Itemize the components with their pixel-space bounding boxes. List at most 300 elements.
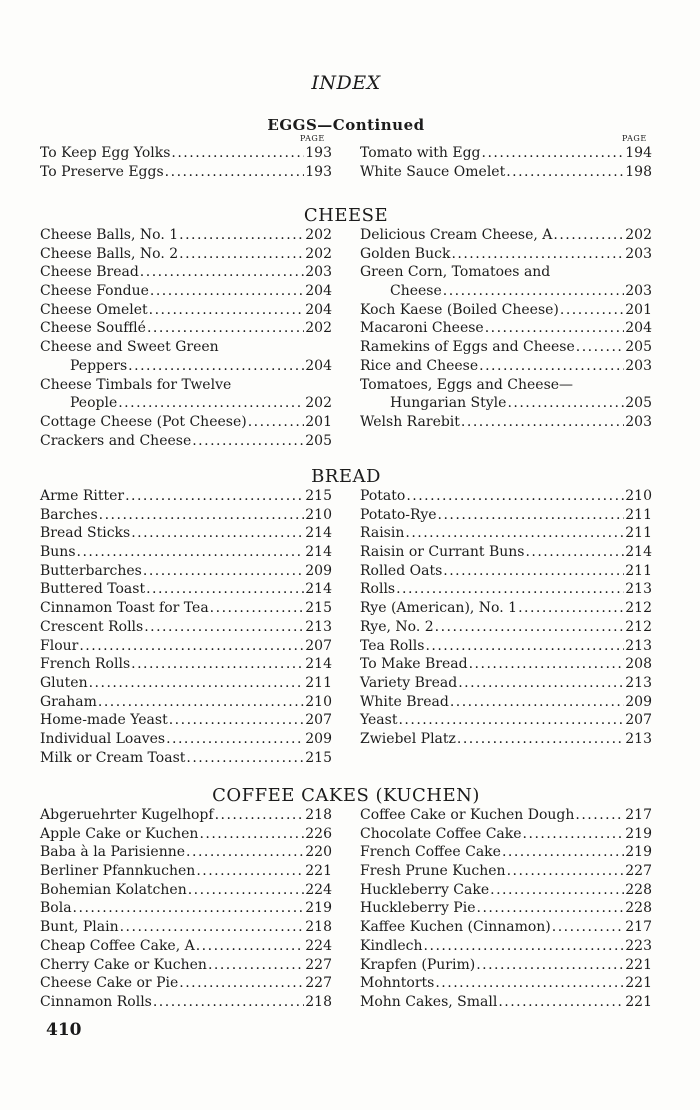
index-entry	[360, 144, 652, 163]
entry-label: Ramekins of Eggs and Cheese	[360, 339, 575, 356]
index-entry	[40, 282, 332, 301]
entry-label: Cheese and Sweet Green	[40, 339, 219, 356]
entry-label: Zwiebel Platz	[360, 730, 456, 747]
entry-page-number: 207	[305, 712, 332, 729]
index-entry	[360, 580, 652, 599]
index-entry	[360, 881, 652, 900]
entry-page-number: 205	[625, 339, 652, 356]
entry-page-number: 209	[305, 562, 332, 579]
dot-leader	[196, 937, 305, 956]
index-entry	[360, 711, 652, 730]
index-entry	[360, 674, 652, 693]
entry-label: Crackers and Cheese	[40, 432, 192, 449]
dot-leader	[131, 524, 304, 543]
dot-leader	[461, 413, 624, 432]
dot-leader	[502, 843, 624, 862]
entry-label: Bunt, Plain	[40, 919, 119, 936]
entry-page-number: 211	[625, 506, 652, 523]
index-entry	[360, 357, 652, 376]
entry-label: To Preserve Eggs	[40, 163, 164, 180]
index-entry	[360, 599, 652, 618]
index-entry	[360, 730, 652, 749]
dot-leader	[552, 918, 625, 937]
index-entry	[40, 637, 332, 656]
index-entry	[40, 655, 332, 674]
entry-label: Macaroni Cheese	[360, 320, 484, 337]
entry-page-number: 219	[625, 844, 652, 861]
dot-leader	[396, 580, 624, 599]
page-label-right: PAGE	[622, 134, 647, 143]
entry-page-number: 212	[625, 618, 652, 635]
dot-leader	[479, 357, 624, 376]
dot-leader	[469, 655, 625, 674]
index-entry	[360, 376, 652, 395]
dot-leader	[490, 881, 624, 900]
entry-label: Rolls	[360, 581, 396, 598]
index-entry	[360, 524, 652, 543]
dot-leader	[208, 956, 304, 975]
entry-page-number: 214	[305, 544, 332, 561]
dot-leader	[140, 263, 304, 282]
entry-page-number: 202	[305, 395, 332, 412]
entry-label: Tomato with Egg	[360, 145, 481, 161]
entry-page-number: 203	[625, 413, 652, 430]
entry-label: Cinnamon Rolls	[40, 993, 152, 1010]
entry-label: Barches	[40, 506, 98, 523]
entry-label: Cheese Timbals for Twelve	[40, 376, 232, 393]
index-entry	[40, 918, 332, 937]
dot-leader	[192, 432, 304, 451]
entry-page-number: 203	[625, 283, 652, 300]
entry-label: Variety Bread	[360, 674, 458, 691]
entry-label: Cottage Cheese (Pot Cheese)	[40, 413, 247, 430]
dot-leader	[485, 319, 625, 338]
dot-leader	[171, 144, 304, 163]
entry-label: Rye (American), No. 1	[360, 600, 518, 617]
dot-leader	[438, 506, 625, 525]
entry-label: Yeast	[360, 712, 398, 729]
entry-page-number: 215	[305, 749, 332, 766]
index-entry	[40, 937, 332, 956]
index-entry	[40, 245, 332, 264]
entry-label: Huckleberry Pie	[360, 900, 476, 917]
entry-page-number: 213	[305, 618, 332, 635]
dot-leader	[188, 881, 305, 900]
dot-leader	[98, 693, 304, 712]
index-entry	[360, 562, 652, 581]
index-entry	[360, 825, 652, 844]
index-entry	[40, 825, 332, 844]
entry-label: Cheap Coffee Cake, A	[40, 937, 195, 954]
entry-page-number: 203	[625, 245, 652, 262]
index-entry	[360, 956, 652, 975]
page-number: 410	[46, 1020, 82, 1040]
dot-leader	[443, 562, 624, 581]
index-entry	[40, 956, 332, 975]
entry-label: Cinnamon Toast for Tea	[40, 600, 209, 617]
index-entry	[360, 413, 652, 432]
entry-page-number: 228	[625, 900, 652, 917]
dot-leader	[131, 655, 304, 674]
dot-leader	[120, 918, 305, 937]
dot-leader	[165, 163, 305, 182]
entry-page-number: 214	[305, 581, 332, 598]
entry-page-number: 210	[625, 488, 652, 504]
entry-label: Cherry Cake or Kuchen	[40, 956, 207, 973]
dot-leader	[149, 301, 305, 320]
entry-page-number: 209	[305, 730, 332, 747]
index-entry	[40, 301, 332, 320]
entry-label: Koch Kaese (Boiled Cheese)	[360, 301, 559, 318]
entry-page-number: 203	[305, 264, 332, 281]
index-entry	[40, 618, 332, 637]
entry-label: Cheese Fondue	[40, 283, 149, 300]
entry-label: Raisin	[360, 525, 405, 542]
index-entry	[360, 618, 652, 637]
dot-leader	[215, 806, 305, 825]
entry-columns	[40, 144, 652, 181]
dot-leader	[406, 487, 624, 506]
entry-page-number: 217	[625, 919, 652, 936]
left-column	[40, 144, 332, 181]
index-entry	[40, 693, 332, 712]
index-entry	[40, 338, 332, 357]
dot-leader	[144, 618, 304, 637]
entry-page-number: 221	[625, 975, 652, 992]
entry-label: Arme Ritter	[40, 488, 125, 504]
entry-page-number: 205	[305, 432, 332, 449]
entry-label: Bread Sticks	[40, 525, 131, 542]
index-entry	[40, 599, 332, 618]
dot-leader	[498, 993, 624, 1012]
index-entry	[360, 163, 652, 182]
entry-label: Cheese Soufflé	[40, 320, 146, 337]
entry-label: Flour	[40, 637, 79, 654]
entry-label: Rye, No. 2	[360, 618, 434, 635]
entry-label: Buns	[40, 544, 76, 561]
dot-leader	[150, 282, 304, 301]
dot-leader	[458, 674, 624, 693]
entry-page-number: 198	[625, 163, 652, 180]
entry-page-number: 217	[625, 807, 652, 823]
entry-label: Chocolate Coffee Cake	[360, 825, 522, 842]
dot-leader	[576, 338, 625, 357]
entry-label: Cheese Bread	[40, 264, 139, 281]
index-entry	[360, 843, 652, 862]
entry-label: Welsh Rarebit	[360, 413, 460, 430]
entry-page-number: 213	[625, 637, 652, 654]
entry-page-number: 211	[625, 525, 652, 542]
entry-page-number: 219	[625, 825, 652, 842]
dot-leader	[507, 862, 625, 881]
entry-page-number: 212	[625, 600, 652, 617]
entry-page-number: 207	[305, 637, 332, 654]
index-entry	[40, 562, 332, 581]
right-column	[360, 487, 652, 767]
entry-label: Peppers	[70, 357, 128, 374]
dot-leader	[199, 825, 304, 844]
entry-label: Kindlech	[360, 937, 423, 954]
entry-page-number: 194	[625, 145, 652, 161]
entry-label: Coffee Cake or Kuchen Dough	[360, 807, 575, 823]
index-entry	[40, 263, 332, 282]
dot-leader	[425, 637, 624, 656]
entry-columns	[40, 487, 652, 767]
dot-leader	[450, 693, 624, 712]
index-entry	[40, 432, 332, 451]
index-entry	[360, 637, 652, 656]
entry-label: Tomatoes, Eggs and Cheese—	[360, 376, 574, 393]
dot-leader	[179, 245, 304, 264]
entry-page-number: 210	[305, 506, 332, 523]
entry-label: Butterbarches	[40, 562, 142, 579]
entry-page-number: 211	[305, 674, 332, 691]
index-entry	[40, 580, 332, 599]
entry-page-number: 202	[305, 227, 332, 243]
entry-page-number: 214	[305, 525, 332, 542]
entry-label: Raisin or Currant Buns	[360, 544, 525, 561]
left-column	[40, 487, 332, 767]
index-entry	[40, 674, 332, 693]
dot-leader	[560, 301, 624, 320]
index-entry	[360, 899, 652, 918]
index-entry	[360, 693, 652, 712]
index-entry	[40, 413, 332, 432]
index-entry	[360, 319, 652, 338]
index-entry	[40, 862, 332, 881]
entry-label: Abgeruehrter Kugelhopf	[40, 807, 214, 823]
dot-leader	[166, 730, 304, 749]
entry-page-number: 202	[305, 245, 332, 262]
entry-label: Rice and Cheese	[360, 357, 479, 374]
entry-label: French Coffee Cake	[360, 844, 501, 861]
entry-label: Buttered Toast	[40, 581, 146, 598]
entry-label: French Rolls	[40, 656, 131, 673]
entry-label: Cheese	[390, 283, 442, 300]
index-entry	[40, 357, 332, 376]
index-entry	[40, 974, 332, 993]
dot-leader	[518, 599, 624, 618]
index-entry	[360, 993, 652, 1012]
entry-page-number: 219	[305, 900, 332, 917]
dot-leader	[525, 543, 624, 562]
index-entry	[360, 226, 652, 245]
entry-page-number: 213	[625, 581, 652, 598]
index-entry	[360, 543, 652, 562]
entry-label: Crescent Rolls	[40, 618, 144, 635]
dot-leader	[153, 993, 304, 1012]
page-title: INDEX	[311, 72, 381, 94]
left-column	[40, 226, 332, 450]
right-column	[360, 144, 652, 181]
section-coffee-cakes	[40, 785, 652, 1012]
entry-label: To Keep Egg Yolks	[40, 145, 171, 161]
entry-page-number: 221	[305, 863, 332, 880]
entry-label: To Make Bread	[360, 656, 468, 673]
entry-label: Apple Cake or Kuchen	[40, 825, 199, 842]
entry-page-number: 204	[625, 320, 652, 337]
page-label-left: PAGE	[300, 134, 325, 143]
entry-page-number: 228	[625, 881, 652, 898]
dot-leader	[128, 357, 304, 376]
entry-page-number: 201	[305, 413, 332, 430]
index-entry	[40, 144, 332, 163]
index-entry	[40, 711, 332, 730]
index-entry	[40, 376, 332, 395]
entry-page-number: 215	[305, 600, 332, 617]
dot-leader	[99, 506, 305, 525]
dot-leader	[143, 562, 304, 581]
entry-page-number: 214	[625, 544, 652, 561]
index-entry	[40, 394, 332, 413]
entry-label: Delicious Cream Cheese, A	[360, 227, 553, 243]
entry-label: Milk or Cream Toast	[40, 749, 186, 766]
dot-leader	[435, 618, 625, 637]
index-entry	[360, 937, 652, 956]
dot-leader	[125, 487, 304, 506]
dot-leader	[169, 711, 305, 730]
entry-page-number: 205	[625, 395, 652, 412]
entry-page-number: 221	[625, 993, 652, 1010]
entry-label: Berliner Pfannkuchen	[40, 863, 196, 880]
dot-leader	[575, 806, 624, 825]
entry-label: Mohn Cakes, Small	[360, 993, 498, 1010]
entry-page-number: 208	[625, 656, 652, 673]
dot-leader	[523, 825, 625, 844]
entry-columns	[40, 226, 652, 450]
entry-page-number: 227	[305, 956, 332, 973]
page-column-labels	[40, 134, 652, 144]
entry-label: Huckleberry Cake	[360, 881, 490, 898]
index-entry	[360, 301, 652, 320]
dot-leader	[424, 937, 625, 956]
entry-label: Green Corn, Tomatoes and	[360, 264, 551, 281]
index-entry	[360, 263, 652, 282]
index-entry	[360, 974, 652, 993]
entry-label: Potato-Rye	[360, 506, 437, 523]
index-entry	[360, 806, 652, 825]
section-heading: CHEESE	[303, 205, 389, 226]
dot-leader	[476, 956, 624, 975]
entry-page-number: 207	[625, 712, 652, 729]
entry-page-number: 203	[625, 357, 652, 374]
entry-page-number: 209	[625, 693, 652, 710]
entry-label: Fresh Prune Kuchen	[360, 863, 506, 880]
entry-page-number: 226	[305, 825, 332, 842]
index-entry	[40, 506, 332, 525]
dot-leader	[482, 144, 625, 163]
entry-page-number: 204	[305, 283, 332, 300]
dot-leader	[435, 974, 624, 993]
index-entry	[40, 487, 332, 506]
entry-label: Golden Buck	[360, 245, 451, 262]
entry-label: Graham	[40, 693, 97, 710]
entry-page-number: 213	[625, 730, 652, 747]
index-entry	[40, 749, 332, 768]
dot-leader	[398, 711, 624, 730]
entry-page-number: 193	[305, 145, 332, 161]
dot-leader	[405, 524, 624, 543]
entry-columns	[40, 806, 652, 1012]
entry-page-number: 218	[305, 993, 332, 1010]
entry-page-number: 215	[305, 488, 332, 504]
dot-leader	[553, 226, 624, 245]
index-entry	[360, 487, 652, 506]
dot-leader	[89, 674, 305, 693]
section-cheese	[40, 205, 652, 450]
entry-page-number: 223	[625, 937, 652, 954]
entry-page-number: 213	[625, 674, 652, 691]
dot-leader	[79, 637, 304, 656]
dot-leader	[179, 974, 304, 993]
dot-leader	[186, 749, 304, 768]
entry-label: Rolled Oats	[360, 562, 443, 579]
index-entry	[40, 524, 332, 543]
dot-leader	[186, 843, 304, 862]
index-entry	[40, 319, 332, 338]
entry-page-number: 214	[305, 656, 332, 673]
index-entry	[360, 245, 652, 264]
dot-leader	[179, 226, 304, 245]
entry-page-number: 204	[305, 357, 332, 374]
entry-page-number: 227	[625, 863, 652, 880]
index-entry	[40, 543, 332, 562]
section-eggs	[40, 116, 652, 181]
section-heading: EGGS—Continued	[267, 116, 425, 134]
entry-label: Individual Loaves	[40, 730, 166, 747]
entry-label: Cheese Balls, No. 2	[40, 245, 179, 262]
entry-label: Bohemian Kolatchen	[40, 881, 187, 898]
dot-leader	[147, 319, 304, 338]
dot-leader	[457, 730, 624, 749]
dot-leader	[507, 394, 624, 413]
index-entry	[360, 506, 652, 525]
dot-leader	[506, 163, 624, 182]
section-bread	[40, 466, 652, 767]
entry-label: Kaffee Kuchen (Cinnamon)	[360, 919, 551, 936]
entry-label: Cheese Omelet	[40, 301, 148, 318]
index-entry	[40, 730, 332, 749]
entry-page-number: 220	[305, 844, 332, 861]
entry-page-number: 224	[305, 937, 332, 954]
entry-label: Potato	[360, 488, 406, 504]
entry-page-number: 201	[625, 301, 652, 318]
entry-page-number: 227	[305, 975, 332, 992]
dot-leader	[73, 899, 305, 918]
entry-label: Krapfen (Purim)	[360, 956, 476, 973]
index-entry	[360, 918, 652, 937]
entry-label: Cheese Balls, No. 1	[40, 227, 179, 243]
entry-label: People	[70, 395, 118, 412]
index-entry	[360, 338, 652, 357]
index-entry	[360, 282, 652, 301]
index-entry	[360, 655, 652, 674]
entry-page-number: 211	[625, 562, 652, 579]
index-entry	[360, 394, 652, 413]
entry-label: Bola	[40, 900, 72, 917]
left-column	[40, 806, 332, 1012]
section-heading: BREAD	[311, 466, 381, 487]
entry-label: Hungarian Style	[390, 395, 507, 412]
dot-leader	[118, 394, 304, 413]
entry-page-number: 210	[305, 693, 332, 710]
entry-page-number: 224	[305, 881, 332, 898]
index-entry	[360, 862, 652, 881]
dot-leader	[77, 543, 305, 562]
entry-label: Mohntorts	[360, 975, 435, 992]
entry-page-number: 202	[625, 227, 652, 243]
dot-leader	[477, 899, 625, 918]
